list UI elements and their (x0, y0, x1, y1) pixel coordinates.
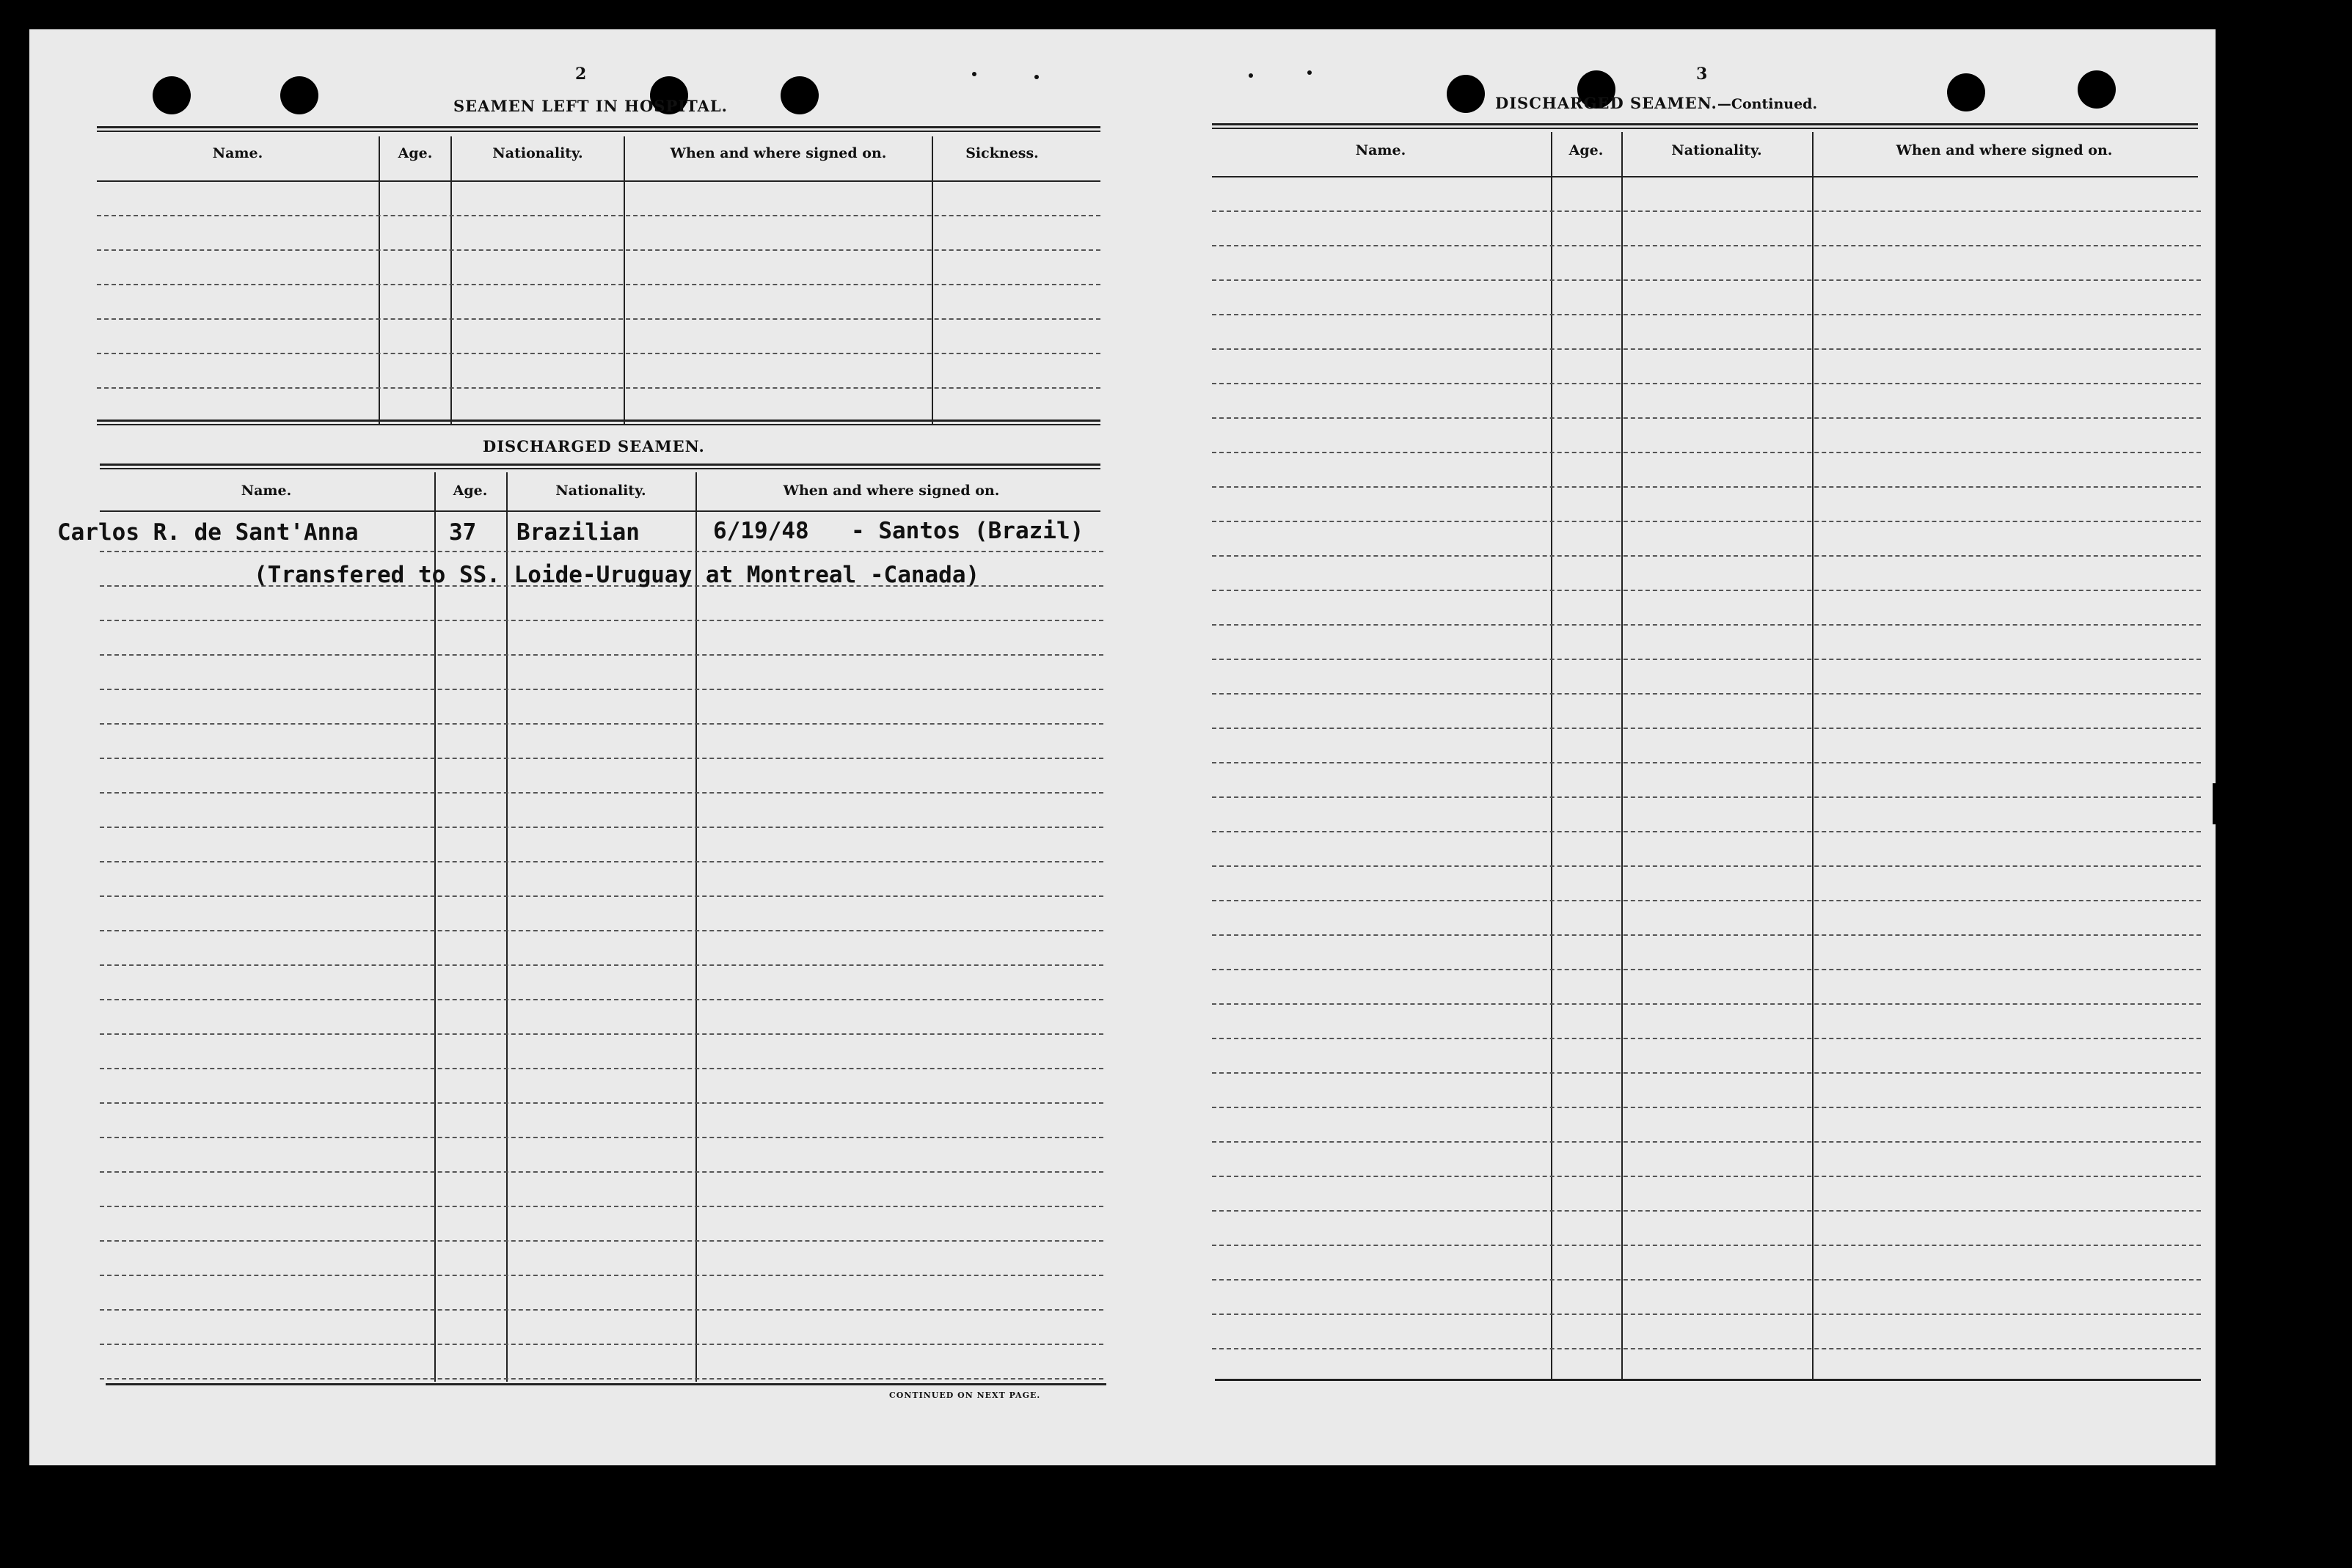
row-rule (100, 1171, 1103, 1173)
double-rule (1212, 123, 2198, 129)
row-rule (100, 1309, 1103, 1311)
punch-hole (1947, 73, 1985, 111)
row-rule (1212, 659, 2201, 660)
discharged-col-name: Name. (241, 483, 292, 499)
row-rule (1212, 348, 2201, 350)
row-rule (100, 1344, 1103, 1345)
right-section-title-main: DISCHARGED SEAMEN. (1495, 94, 1717, 112)
ink-speck (972, 72, 976, 76)
seaman-nationality: Brazilian (516, 519, 640, 546)
row-rule (1212, 279, 2201, 281)
discharged-section-title: DISCHARGED SEAMEN. (483, 437, 705, 455)
row-rule (100, 620, 1103, 621)
right-page (1137, 29, 2216, 1465)
hospital-col-name: Name. (212, 145, 263, 161)
double-rule (97, 126, 1100, 132)
row-rule (1212, 1245, 2201, 1246)
hospital-rows (97, 180, 1100, 422)
right-section-title (1495, 94, 1817, 112)
punch-hole (1447, 75, 1485, 113)
row-rule (97, 284, 1100, 285)
row-rule (1212, 1141, 2201, 1143)
row-rule (1212, 1038, 2201, 1039)
row-rule (100, 1240, 1103, 1242)
row-rule (1212, 486, 2201, 488)
row-rule (100, 689, 1103, 690)
row-rule (1212, 555, 2201, 557)
row-rule (1212, 624, 2201, 626)
row-rule (100, 758, 1103, 759)
row-rule (100, 1378, 1103, 1380)
row-rule (97, 318, 1100, 320)
row-rule (1212, 1176, 2201, 1177)
hospital-col-nationality: Nationality. (492, 145, 583, 161)
right-section-title-suffix: —Continued. (1717, 96, 1818, 112)
ink-speck (1034, 75, 1039, 79)
punch-hole (2078, 70, 2116, 109)
hospital-section-title: SEAMEN LEFT IN HOSPITAL. (453, 97, 728, 115)
row-rule (1212, 969, 2201, 970)
row-rule (1212, 831, 2201, 832)
row-rule (1212, 1072, 2201, 1074)
continued-note: CONTINUED ON NEXT PAGE. (889, 1391, 1041, 1400)
row-rule (1212, 1210, 2201, 1212)
hospital-col-sickness: Sickness. (965, 145, 1039, 161)
row-rule (100, 654, 1103, 656)
row-rule (1212, 762, 2201, 763)
row-rule (1212, 728, 2201, 729)
discharged-rows (100, 516, 1103, 1382)
discharged-col-nationality: Nationality. (555, 483, 646, 499)
row-rule (97, 353, 1100, 354)
row-rule (1212, 900, 2201, 901)
row-rule (100, 1137, 1103, 1138)
discharged-col-age: Age. (453, 483, 488, 499)
row-rule (100, 964, 1103, 966)
row-rule (100, 999, 1103, 1000)
row-rule (1212, 934, 2201, 936)
punch-hole (280, 76, 318, 114)
right-col-nationality: Nationality. (1671, 142, 1762, 158)
row-rule (1212, 1003, 2201, 1005)
row-rule (100, 1206, 1103, 1207)
bottom-rule (106, 1383, 1106, 1385)
row-rule (100, 930, 1103, 931)
row-rule (1212, 1279, 2201, 1281)
row-rule (100, 551, 1103, 552)
row-rule (100, 861, 1103, 862)
double-rule (97, 420, 1100, 425)
row-rule (1212, 590, 2201, 591)
row-rule (100, 1033, 1103, 1035)
hospital-col-signed-on: When and where signed on. (670, 145, 887, 161)
row-rule (1212, 865, 2201, 867)
row-rule (100, 723, 1103, 725)
row-rule (1212, 417, 2201, 419)
right-col-age: Age. (1568, 142, 1604, 158)
page-number: 2 (575, 65, 587, 84)
row-rule (1212, 383, 2201, 384)
transfer-note: (Transfered to SS. Loide-Uruguay at Montreal -Canada) (254, 562, 980, 588)
row-rule (1212, 1314, 2201, 1315)
ink-speck (1307, 70, 1312, 75)
row-rule (1212, 796, 2201, 798)
seaman-signed-on-place: - Santos (Brazil) (851, 518, 1084, 544)
seaman-signed-on-date: 6/19/48 (713, 518, 809, 544)
row-rule (100, 1275, 1103, 1276)
row-rule (1212, 210, 2201, 212)
row-rule (97, 215, 1100, 216)
discharged-col-signed-on: When and where signed on. (783, 483, 1000, 499)
ink-speck (1249, 73, 1253, 78)
punch-hole (781, 76, 819, 114)
header-rule (100, 510, 1100, 512)
double-rule (100, 464, 1100, 469)
row-rule (100, 792, 1103, 794)
seaman-age: 37 (449, 519, 477, 546)
punch-hole (153, 76, 191, 114)
row-rule (97, 387, 1100, 389)
row-rule (1212, 1107, 2201, 1108)
row-rule (1212, 452, 2201, 453)
page-number: 3 (1696, 65, 1708, 84)
right-col-signed-on: When and where signed on. (1896, 142, 2113, 158)
seaman-name: Carlos R. de Sant'Anna (57, 519, 359, 546)
hospital-col-age: Age. (398, 145, 433, 161)
row-rule (100, 827, 1103, 828)
row-rule (1212, 693, 2201, 695)
row-rule (100, 1068, 1103, 1069)
ledger-sheet (29, 29, 2216, 1465)
row-rule (1212, 1348, 2201, 1349)
bottom-rule (1215, 1379, 2201, 1381)
row-rule (97, 249, 1100, 251)
left-page (29, 29, 1130, 1465)
row-rule (1212, 314, 2201, 315)
row-rule (100, 1102, 1103, 1104)
row-rule (1212, 521, 2201, 522)
right-rows (1212, 176, 2201, 1379)
row-rule (1212, 245, 2201, 246)
right-col-name: Name. (1355, 142, 1406, 158)
edge-mark (2213, 783, 2220, 824)
row-rule (100, 895, 1103, 897)
